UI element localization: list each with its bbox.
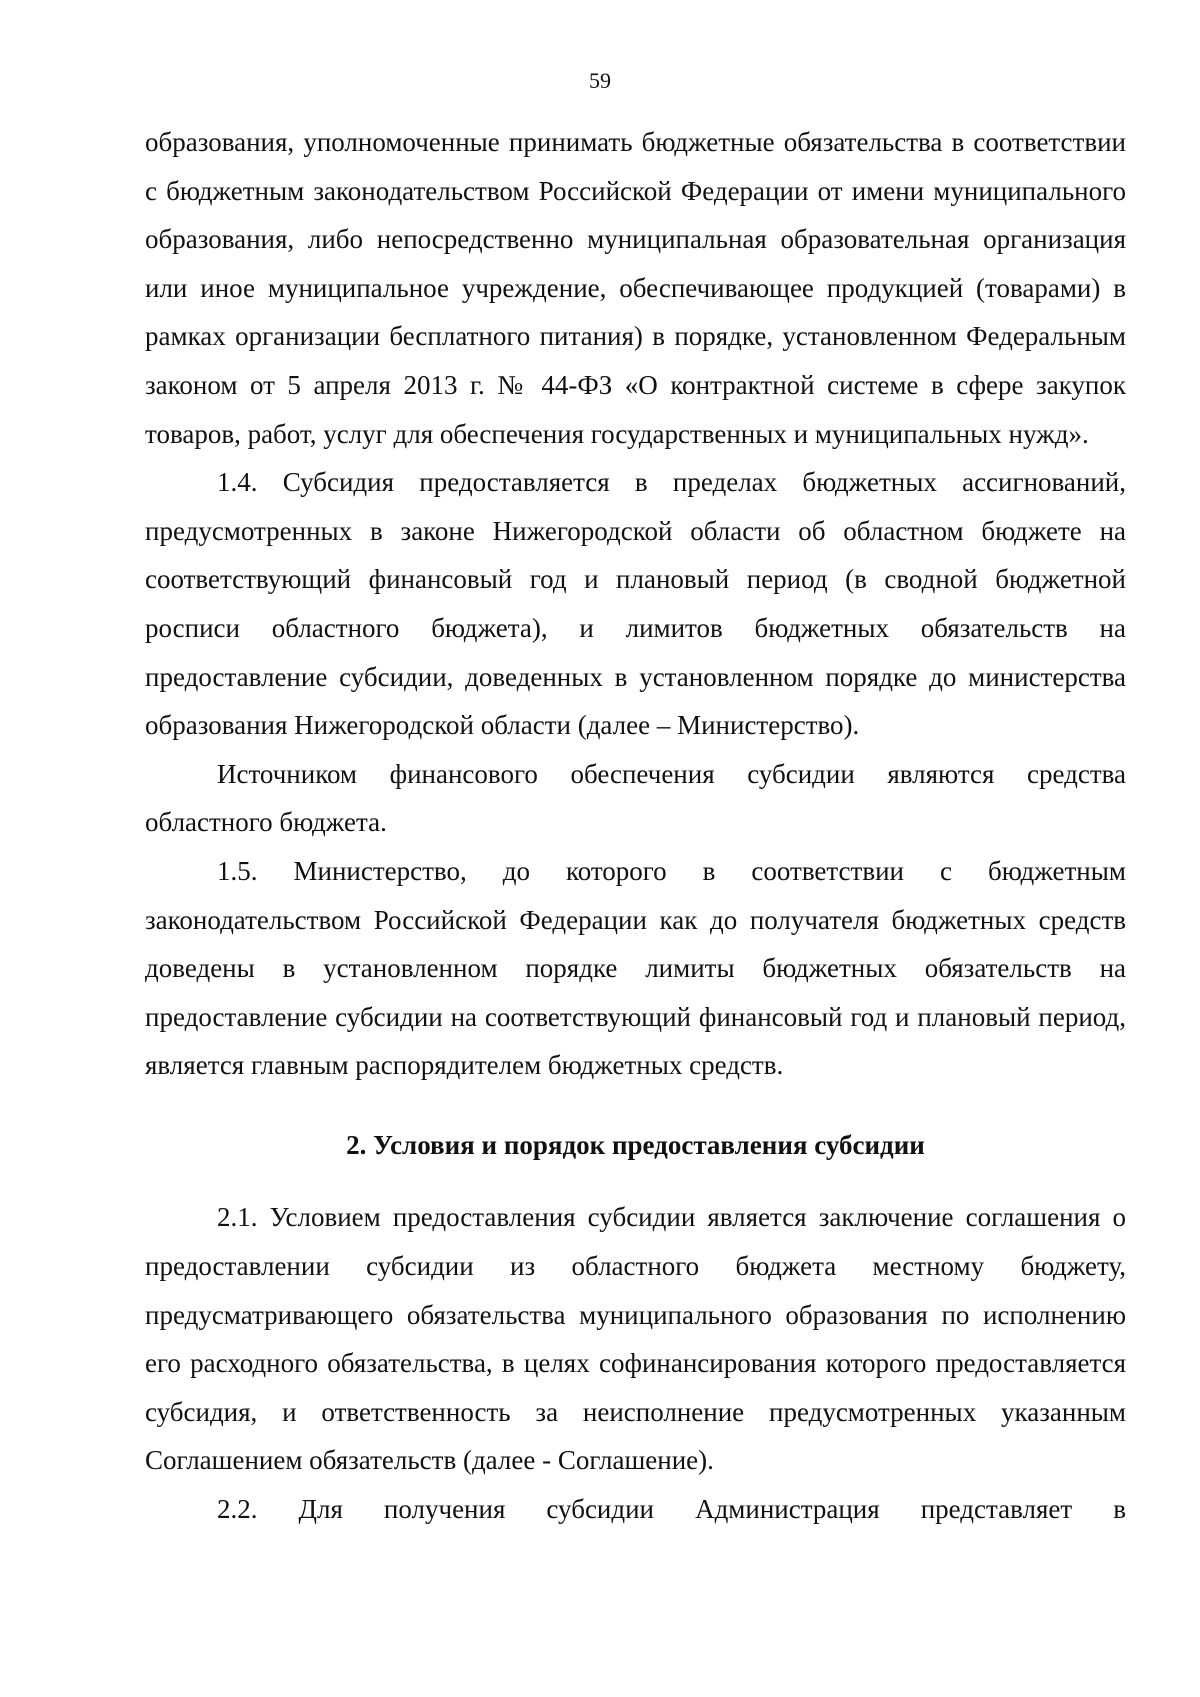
paragraph-1-5: 1.5. Министерство, до которого в соответствии с бюджетным законодательством Российской Федерации как до получателя бюджетных средств доведены в установленном порядке лимиты бюджетных обязательств на предоставление субсидии на соответствующий финансовый год и плановый период, является главным распорядителем бюджетных средств. — [145, 855, 1126, 1081]
paragraph-continuation: образования, уполномоченные принимать бюджетные обязательства в соответствии с бюджетным законодательством Российской Федерации от имени муниципального образования, либо непосредственно муниципальная образовательная организация или иное муниципальное учреждение, обеспечивающее продукцией (товарами) в рамках организации бесплатного питания) в порядке, установленном Федеральным законом от 5 апреля 2013 г. № 44-ФЗ «О контрактной системе в сфере закупок товаров, работ, услуг для обеспечения государственных и муниципальных нужд». — [145, 127, 1126, 449]
paragraph-2-1: 2.1. Условием предоставления субсидии является заключение соглашения о предоставлении субсидии из областного бюджета местному бюджету, предусматривающего обязательства муниципального образования по исполнению его расходного обязательства, в целях софинансирования которого предоставляется субсидия, и ответственность за неисполнение предусмотренных указанным Соглашением обязательств (далее - Соглашение). — [145, 1202, 1126, 1476]
page-number: 59 — [589, 68, 611, 93]
document-body — [145, 118, 1126, 1534]
paragraph-funding-source: Источником финансового обеспечения субсидии являются средства областного бюджета. — [145, 758, 1126, 838]
paragraph-2-2: 2.2. Для получения субсидии Администрация представляет в — [217, 1494, 1126, 1525]
section-heading: 2. Условия и порядок предоставления субсидии — [346, 1129, 925, 1160]
paragraph-1-4: 1.4. Субсидия предоставляется в пределах бюджетных ассигнований, предусмотренных в законе Нижегородской области об областном бюджете на соответствующий финансовый год и плановый период (в сводной бюджетной росписи областного бюджета), и лимитов бюджетных обязательств на предоставление субсидии, доведенных в установленном порядке до министерства образования Нижегородской области (далее – Министерство). — [145, 467, 1126, 741]
